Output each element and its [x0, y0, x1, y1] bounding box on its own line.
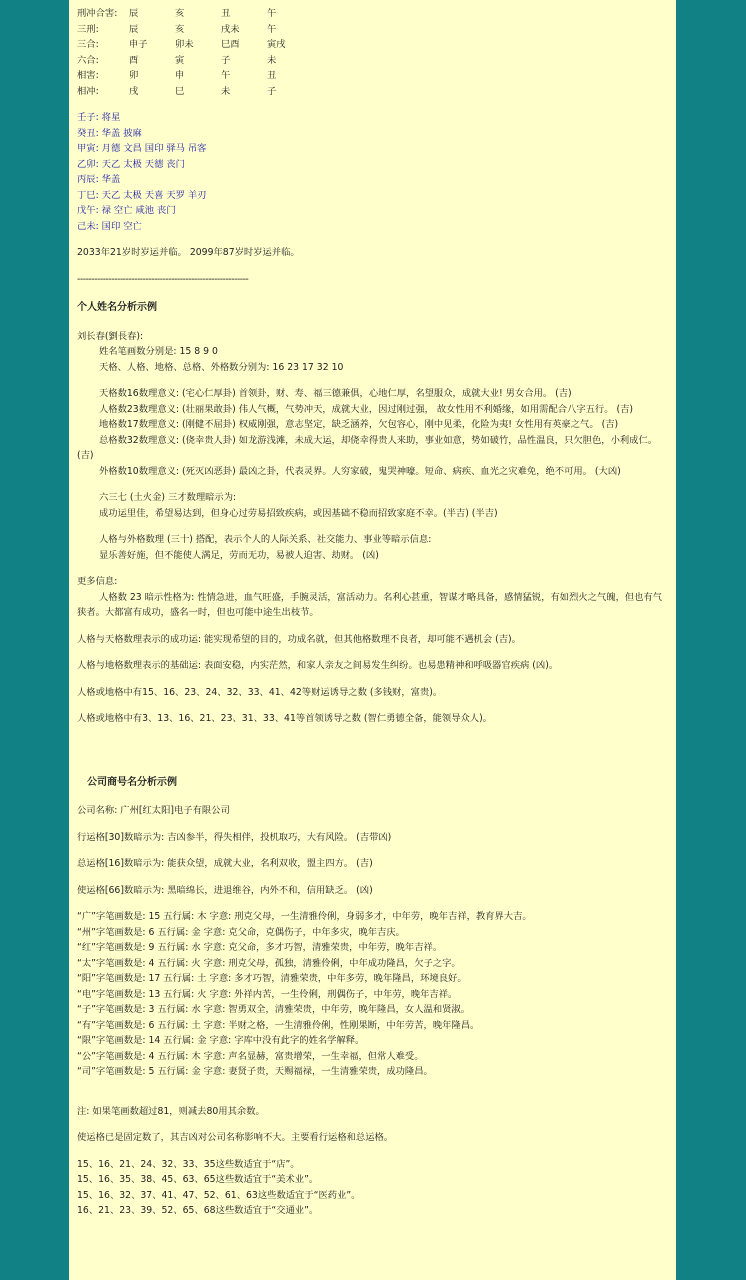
relation-row: 相冲: 戌 巳 未 子 — [77, 85, 277, 97]
grid-meanings — [77, 386, 671, 479]
grid-meaning: 总格数32数理意义: (侥幸贵人卦) 如龙游浅滩，未成大运，却侥幸得贵人来助，事业如意，势如破竹，品性温良，只欠胆色，小利成仁。 (吉) — [77, 434, 658, 461]
relation-row: 刑冲合害: 辰 亥 丑 午 — [77, 8, 277, 19]
char-line: “公”字笔画数是: 4 五行属: 木 字意: 声名显赫，富贵增荣，一生幸福，但常人难受。 — [77, 1050, 424, 1062]
char-line: “阳”字笔画数是: 17 五行属: 土 字意: 多才巧智，清雅荣贵，中年多劳，晚年隆昌，环境良好。 — [77, 973, 467, 984]
separator: ------------------------------------------------------------ — [77, 273, 249, 285]
person-para: 人格或地格中有15、16、23、24、32、33、41、42等财运诱导之数 (多钱财，富贵)。 — [77, 686, 443, 698]
char-line: “电”字笔画数是: 13 五行属: 火 字意: 外祥内苦，一生伶俐，刑偶伤子，中年劳，晚年吉祥。 — [77, 988, 458, 1000]
social-text: 显乐善好施，但不能使人满足，劳而无功，易被人迫害、劫财。 (凶) — [99, 549, 379, 561]
company-para: 行运格[30]数暗示为: 吉凶参半，得失相伴，投机取巧，大有风险。 (吉带凶) — [77, 831, 392, 843]
grid-meaning: 地格数17数理意义: (刚健不屈卦) 权威刚强，意志坚定，缺乏涵养，欠包容心，刚中见柔，化险为夷! 女性用有英豪之气。 (吉) — [99, 419, 619, 430]
relation-row: 六合: 酉 寅 子 未 — [77, 54, 277, 66]
section-title-person: 个人姓名分析示例 — [77, 302, 157, 313]
sancai-text: 成功运里佳，希望易达到，但身心过劳易招致疾病，或因基础不稳而招致家庭不幸。(半吉) (半吉) — [99, 507, 498, 519]
industry-line: 16、21、23、39、52、65、68这些数适宜于“交通业”。 — [77, 1205, 319, 1216]
industry-line: 15、16、21、24、32、33、35这些数适宜于“店”。 — [77, 1158, 300, 1170]
char-line: “广”字笔画数是: 15 五行属: 木 字意: 刑克父母，一生清雅伶俐，身弱多才，中年劳，晚年吉祥，教育界大吉。 — [77, 911, 532, 922]
char-list — [77, 909, 671, 1080]
star-line: 甲寅: 月德 文昌 国印 驿马 吊客 — [77, 143, 207, 154]
star-line: 癸丑: 华盖 披麻 — [77, 127, 142, 139]
social-title: 人格与外格数理 (三十) 搭配，表示个人的人际关系、社交能力、事业等暗示信息: — [99, 534, 432, 545]
char-line: “有”字笔画数是: 6 五行属: 土 字意: 半财之格，一生清雅伶俐，性刚果断，中年劳苦，晚年隆昌。 — [77, 1019, 480, 1031]
star-line: 戊午: 禄 空亡 咸池 丧门 — [77, 205, 176, 216]
section-title-company: 公司商号名分析示例 — [87, 776, 177, 788]
industry-list — [77, 1157, 671, 1219]
char-line: “司”字笔画数是: 5 五行属: 金 字意: 妻贤子贵，天赐福禄，一生清雅荣贵，成功隆昌。 — [77, 1066, 433, 1077]
stars-list — [77, 110, 671, 234]
more-label: 更多信息: — [77, 576, 118, 587]
star-line: 丁巳: 天乙 太极 天喜 天罗 羊刃 — [77, 189, 207, 201]
grid-meaning: 人格数23数理意义: (壮丽果敢卦) 伟人气概，气势冲天，成就大业，因过刚过强， 故女性用不利婚缘，如用需配合八字五行。 (吉) — [99, 403, 634, 415]
document-page — [69, 0, 676, 1280]
star-line: 乙卯: 天乙 太极 天德 丧门 — [77, 158, 185, 170]
grid-meaning: 天格数16数理意义: (宅心仁厚卦) 首领卦，财、寿、福三德兼俱，心地仁厚，名望服众，成就大业! 男女合用。 (吉) — [99, 388, 572, 399]
company-para: 总运格[16]数暗示为: 能获众望，成就大业，名利双收，盟主四方。 (吉) — [77, 858, 373, 869]
person-name: 刘长春(劉長春): — [77, 330, 144, 342]
document-content — [77, 6, 671, 1219]
person-para: 人格或地格中有3、13、16、21、23、31、33、41等首领诱导之数 (智仁勇德全备，能领导众人)。 — [77, 713, 493, 724]
star-line: 丙辰: 华盖 — [77, 174, 121, 185]
star-line: 己未: 国印 空亡 — [77, 220, 142, 232]
note: 注: 如果笔画数超过81，则减去80用其余数。 — [77, 1105, 265, 1117]
char-line: “太”字笔画数是: 4 五行属: 火 字意: 刑克父母，孤独，清雅伶俐，中年成功隆昌，欠子之字。 — [77, 957, 461, 969]
note: 使运格已是固定数了，其吉凶对公司名称影响不大。主要看行运格和总运格。 — [77, 1132, 394, 1143]
sancai-title: 六三七 (土火金) 三才数理暗示为: — [99, 492, 237, 503]
industry-line: 15、16、32、37、41、47、52、61、63这些数适宜于“医药业”。 — [77, 1189, 361, 1201]
relation-row: 三合: 申子 卯未 巳酉 寅戌 — [77, 39, 286, 50]
relation-row: 三刑: 辰 亥 戌未 午 — [77, 23, 277, 35]
industry-line: 15、16、35、38、45、63、65这些数适宜于“美术业”。 — [77, 1174, 319, 1185]
relations-table — [77, 6, 671, 99]
star-line: 壬子: 将星 — [77, 112, 121, 123]
strokes-line: 姓名笔画数分别是: 15 8 9 0 — [99, 346, 218, 357]
fortune-year: 2033年21岁时岁运并临。 2099年87岁时岁运并临。 — [77, 247, 300, 258]
company-name: 公司名称: 广州[红太阳]电子有限公司 — [77, 805, 230, 816]
char-line: “子”字笔画数是: 3 五行属: 水 字意: 智勇双全，清雅荣贵，中年劳，晚年隆昌，女人温和贤淑。 — [77, 1004, 471, 1015]
person-para: 人格与天格数理表示的成功运: 能实现希望的目的，功成名就，但其他格数理不良者，却可能不遇机会 (吉)。 — [77, 633, 521, 645]
grids-line: 天格、人格、地格、总格、外格数分别为: 16 23 17 32 10 — [99, 361, 344, 373]
char-line: “州”字笔画数是: 6 五行属: 金 字意: 克父命，克偶伤子，中年多灾，晚年吉庆。 — [77, 926, 405, 938]
more-text: 人格数 23 暗示性格为: 性情急进，血气旺盛，手腕灵活，富活动力。名利心甚重，智谋才略具备，感情猛锐，有如烈火之气魄，但也有气狭者。大都富有成功，盛名一时，但也可能中途生出枝节。 — [77, 591, 663, 618]
relation-row: 相害: 卯 申 午 丑 — [77, 70, 277, 81]
char-line: “红”字笔画数是: 9 五行属: 水 字意: 克父命，多才巧智，清雅荣贵，中年劳，晚年吉祥。 — [77, 942, 443, 953]
company-para: 使运格[66]数暗示为: 黑暗绵长，进退维谷，内外不和，信用缺乏。 (凶) — [77, 884, 373, 896]
char-line: “限”字笔画数是: 14 五行属: 金 字意: 字库中没有此字的姓名学解释。 — [77, 1035, 365, 1046]
person-para: 人格与地格数理表示的基础运: 表面安稳，内实茫然，和家人亲友之间易发生纠纷。也易患精神和呼吸器官疾病 (凶)。 — [77, 660, 559, 671]
grid-meaning: 外格数10数理意义: (死灭凶恶卦) 最凶之卦，代表灵界。人穷家破，鬼哭神嚎。短命、病疾、血光之灾难免，绝不可用。 (大凶) — [99, 465, 621, 477]
